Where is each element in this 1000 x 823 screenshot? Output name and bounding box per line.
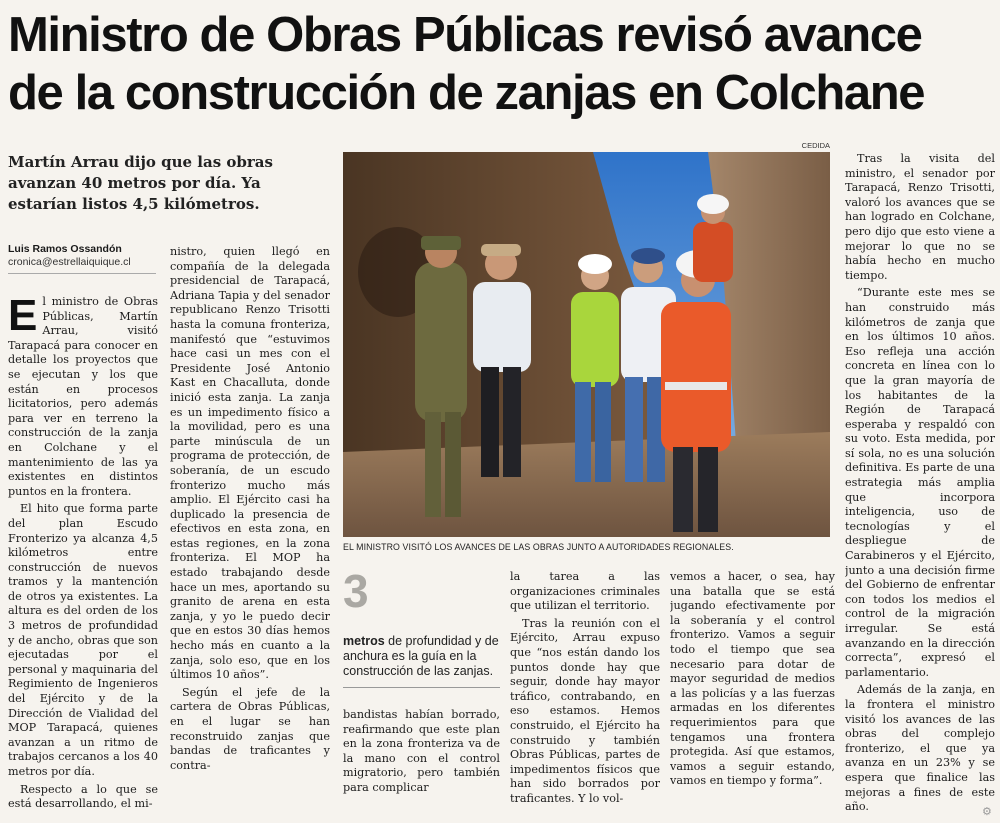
paragraph: la tarea a las organizaciones criminales que utilizan el territorio.	[510, 570, 660, 613]
photo-caption: EL MINISTRO VISITÓ LOS AVANCES DE LAS OBRAS JUNTO A AUTORIDADES REGIONALES.	[343, 542, 734, 552]
photo-credit: CEDIDA	[801, 141, 830, 150]
author-email[interactable]: cronica@estrellaiquique.cl	[8, 256, 131, 268]
body-column-5	[670, 570, 835, 820]
paragraph: Respecto a lo que se está desarrollando, el mi-	[8, 782, 158, 811]
fact-text	[343, 634, 500, 688]
fact-number: 3	[343, 565, 369, 617]
drop-cap: E	[8, 295, 38, 340]
article-photo	[343, 152, 830, 537]
headline-line-2: de la construcción de zanjas en Colchane	[8, 66, 925, 120]
paragraph: Tras la reunión con el Ejército, Arrau expuso que “nos están dando los puntos donde hay que seguir, donde hay mayor tráfico, contrabando, en eso estamos. Hemos construido, el Ejército ha construido y también Obras Públicas, partes de impedimentos físicos que han sido borrados por traficantes. Y lo vol-	[510, 616, 660, 805]
paragraph	[8, 295, 158, 499]
fact-bold-word: metros	[343, 634, 385, 648]
body-column-1	[8, 295, 158, 820]
settings-gear-icon: ⚙	[982, 805, 992, 818]
fact-box	[343, 565, 500, 688]
paragraph: nistro, quien llegó en compañía de la delegada presidencial de Tarapacá, Adriana Tapia y del senador republicano Renzo Trisotti hasta la comuna fronteriza, manifestó que “estuvimos hace casi un mes con el Presidente José Antonio Kast en Chacalluta, donde inició esta zanja. La zanja es un impedimento físico a la movilidad, pero es una parte minúscula de un programa de protección, de soberanía, de un escudo fronterizo mucho más amplio. El Ejército casi ha duplicado la presencia de efectivos en esta zona, en estas regiones, en la zona fronteriza. El MOP ha estado trabajando desde hace un mes, aportando su granito de arena en esta zanja, y yo le puedo decir que en estos 30 días hemos hecho más en cuanto a la zanja, solo eso, que en los últimos 10 años”.	[170, 245, 330, 682]
paragraph: vemos a hacer, o sea, hay una batalla que se está jugando efectivamente por la soberanía y el control fronterizo. Vamos a seguir todo el tiempo que sea necesario para dotar de mayor seguridad de medios a las policías y a las fuerzas armadas en los diferentes requerimientos para que tengamos una frontera protegida. Así que estamos, vamos a seguir estando, vamos en tiempo y forma”.	[670, 570, 835, 788]
body-column-4	[510, 570, 660, 820]
body-column-6	[845, 152, 995, 820]
paragraph: Además de la zanja, en la frontera el ministro visitó los avances de las obras del complejo fronterizo, el que ya avanza en un 23% y se espera que finalice las mejoras a fines de este año.	[845, 683, 995, 814]
headline	[8, 6, 993, 122]
paragraph-text: l ministro de Obras Públicas, Martín Arrau, visitó Tarapacá para conocer en detalle los proyectos que se ejecutan y los que están en procesos licitatorios, pero además para ver en terreno la construcción de la zanja en Colchane y el mantenimiento de las ya existentes en distintos puntos en la frontera.	[8, 295, 158, 498]
paragraph: Tras la visita del ministro, el senador por Tarapacá, Renzo Trisotti, valoró los avances que se han logrado en Colchane, pero dijo que esto viene a mejorar lo que no se había hecho en mucho tiempo.	[845, 152, 995, 282]
byline	[8, 243, 156, 274]
fact-description: de profundidad y de anchura es la guía en la construcción de las zanjas.	[343, 634, 499, 678]
body-column-2	[170, 245, 330, 820]
body-column-3	[343, 708, 500, 820]
paragraph: Según el jefe de la cartera de Obras Públicas, en el lugar se han reconstruido zanjas que bandas de traficantes y contra-	[170, 685, 330, 772]
paragraph: bandistas habían borrado, reafirmando que este plan en la zona fronteriza va de la mano con el control migratorio, pero también para complicar	[343, 708, 500, 794]
headline-line-1: Ministro de Obras Públicas revisó avance	[8, 8, 922, 62]
paragraph: El hito que forma parte del plan Escudo Fronterizo ya alcanza 4,5 kilómetros entre construcción de nuevos tramos y la mantención de otros ya existentes. La altura es del orden de los 3 metros de profundidad y de ancho, obras que son ejecutadas por el personal y maquinaria del Regimiento de Ingenieros del Ejército y de la Dirección de Vialidad del MOP Tarapacá, quienes avanzan a un ritmo de trabajos cercanos a los 40 metros por día.	[8, 502, 158, 778]
paragraph: “Durante este mes se han construido más kilómetros de zanja que en los últimos 10 años. Eso refleja una acción concreta en línea con lo que la gran mayoría de los habitantes de la Región de Tarapacá esperaba y respaldó con su voto. Esta medida, por sí sola, no es una solución definitiva. Es parte de una estrategia más amplia que incorpora inteligencia, uso de tecnologías y el despliegue de Carabineros y el Ejército, junto a una decisión firme del Gobierno de enfrentar con todos los medios el control de la migración irregular. Se está avanzando en la dirección correcta”, expresó el parlamentario.	[845, 286, 995, 679]
subheadline: Martín Arrau dijo que las obras avanzan 40 metros por día. Ya estarían listos 4,5 kilómetros.	[8, 153, 273, 213]
photo-illustration	[343, 152, 830, 537]
author-name: Luis Ramos Ossandón	[8, 243, 122, 255]
